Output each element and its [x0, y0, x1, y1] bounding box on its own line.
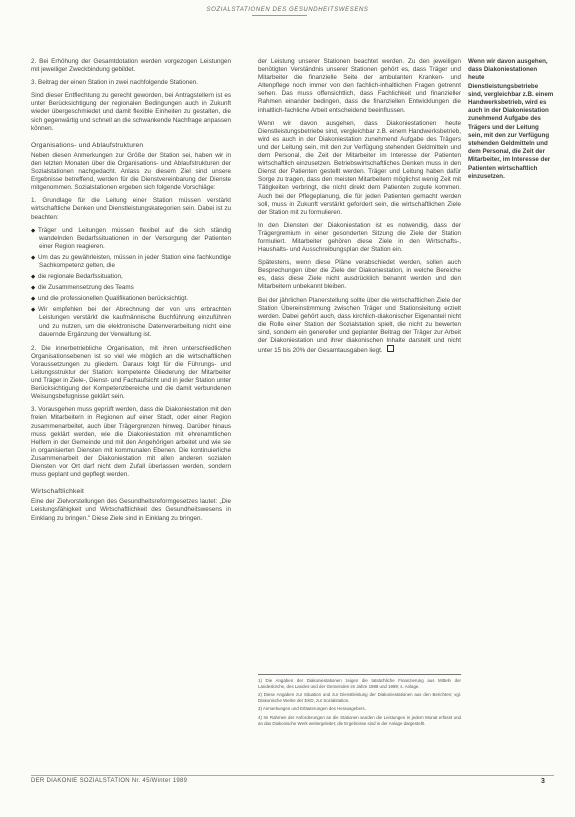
footnote: 3) Anmerkungen und Erläuterungen des Herausgebers.: [258, 706, 366, 712]
intro-item: 2. Bei Erhöhung der Gesamtdotation werden vorgezogen Leistungen mit jeweiliger Zweckbindung gebildet.: [31, 58, 231, 74]
list-item: ◆ Um das zu gewährleisten, müssen in jeder Station eine fachkundige Sachkompetenz gelten, die: [31, 253, 231, 269]
running-head: SOZIALSTATIONEN DES GESUNDHEITSWESENS: [206, 7, 369, 13]
end-mark-icon: [387, 345, 394, 352]
list-item: ◆ und die professionellen Qualifikationen berücksichtigt.: [31, 295, 189, 303]
paragraph: Neben diesen Anmerkungen zur Größe der Station sei, haben wir in den letzten Monaten über die Organisations- und Ablaufstrukturen der Sozialstationen nachgedacht. Anlass zu diesem Ziel sind unsere Ergebnisse betreffend, werden für die Dienstvereinbarung der Dienste mitgenommen. Sozialstationen ergeben sich folgende Vorschläge:: [31, 151, 231, 192]
diamond-bullet-icon: ◆: [31, 307, 36, 314]
footnote: 1) Die Angaben der Diakoniestationen zeigen die tatsächliche Finanzierung aus Mitteln der Landeskirche, des Landes und der Gemeinden im Jahre 1988 und 1989; s. Anlage.: [258, 678, 461, 689]
diamond-bullet-icon: ◆: [31, 227, 36, 234]
paragraph: In den Diensten der Diakoniestation ist es notwendig, dass der Trägergremium in einer gesonderten Sitzung die Ziele der Station formuliert. Mitarbeiter gehören diese Ziele in den Wirtschafts-, Haushalts- und Ausschreibungsplan der Station ein.: [258, 221, 461, 254]
diamond-bullet-icon: ◆: [31, 274, 36, 281]
paragraph: 2. Die innerbetriebliche Organisation, mit ihren unterschiedlichen Organisationsebenen ist so viel wie möglich an die wirtschaftlichen Voraussetzungen zu gliedern. Daraus folgt für die Führungs- und Leitungsstruktur der Station: kompetente Gliederung der Mitarbeiter und Träger in Ziele-, Dienst- und Fachaufsicht und in jeder Station unter Berücksichtigung der Kompetenzbereiche und die damit verbundenen Weisungsbefugnisse geklärt sein.: [31, 344, 231, 401]
middle-column: [258, 58, 461, 360]
paragraph: Eine der Zielvorstellungen des Gesundheitsreformgesetzes lautet: „Die Leistungsfähigkeit und Wirtschaftlichkeit des Gesundheitswesens in Einklang zu bringen." Diese Ziele sind in Einklang zu bringen.: [31, 498, 231, 522]
section-heading: Wirtschaftlichkeit: [31, 488, 85, 496]
section-heading: Organisations- und Ablaufstrukturen: [31, 141, 144, 149]
left-column: [31, 58, 231, 528]
footer-rule: [31, 775, 554, 776]
paragraph: der Leistung unserer Stationen beachtet werden. Zu den jeweiligen benötigten Verständnis unserer Stationen gehört es, dass Träger und Mitarbeiter die finanzielle Seite der ambulanten Kranken- und Altenpflege noch immer von den fachlich-inhaltlichen Fragen getrennt sehen. Das muss offensichtlich, dass Fachlichkeit und finanzieller Rahmen einander bedingen, dass die finanziellen Entwicklungen die inhaltlich-fachliche Arbeit entscheidend beeinflussen.: [258, 58, 461, 114]
diamond-bullet-icon: ◆: [31, 296, 36, 303]
paragraph: 3. Vorausgehen muss geprüft werden, dass die Diakoniestation mit den freien Mitarbeitern in Regionen auf einer Stadt, oder einer Region zusammenarbeitet, auch über Trägergrenzen hinweg. Darüber hinaus muss geklärt werden, wie die Diakoniestation mit ehrenamtlichen Helfern in der Gemeinde und mit den Angehörigen arbeitet und wie sie in organisierten Diensten mit kommunalen Ebenen. Die kontinuierliche Zusammenarbeit der Diakoniestation mit allen anderen sozialen Diensten vor Ort darf nicht dem Zufall überlassen werden, sondern muss geplant und gepflegt werden.: [31, 406, 231, 479]
footnote-rule: [258, 674, 461, 675]
paragraph: Sind dieser Entflechtung zu gerecht geworden, bei Antragstellern ist es unter Berücksichtigung der regionalen Bedingungen auch in Zukunft wieder übergeschmiedet und damit flexible Einheiten zu gestalten, die sich gegenwärtig und schnell an die schwankende Nachfrage anpassen können.: [31, 92, 231, 132]
header-rule: [252, 15, 307, 16]
list-item: ◆ Wir empfehlen bei der Abrechnung der von uns erbrachten Leistungen verstärkt die kaufmännische Buchführung einzuführen und zu nutzen, um die elektronische Datenverarbeitung nicht eine dauernde Ergänzung der Verwaltung ist.: [31, 306, 231, 338]
list-item: ◆ die regionale Bedarfssituation,: [31, 273, 123, 281]
intro-item: 3. Beitrag der einen Station in zwei nachfolgende Stationen.: [31, 79, 198, 87]
footnotes: [258, 678, 461, 729]
diamond-bullet-icon: ◆: [31, 254, 36, 261]
diamond-bullet-icon: ◆: [31, 285, 36, 292]
paragraph: Spätestens, wenn diese Pläne verabschiedet werden, sollen auch Besprechungen über die Ziele der Diakoniestation, in welche Bereiche es, dass diese Ziele nicht ausdrücklich benannt werden und den Mitarbeitern unbekannt bleiben.: [258, 259, 461, 291]
footnote: 4) Im Rahmen der Anforderungen an die Stationen wurden die Leistungen in jedem Monat erfasst und an das Diakonische Werk weitergeleitet; die Ergebnisse sind in der Anlage dargestellt.: [258, 714, 461, 726]
list-item: ◆ die Zusammensetzung des Teams: [31, 284, 134, 292]
paragraph: 1. Grundlage für die Leitung einer Station müssen verstärkt wirtschaftliche Denken und Dienstleistungskategorien sein. Dabei ist zu beachten:: [31, 197, 231, 221]
footnote: 2) Diese Angaben zur Situation und zur Dienstleistung der Diakoniestationen aus den Berichten; vgl. Diakonische Werke der EKD, zur Sozialstation.: [258, 692, 461, 703]
paragraph: Wenn wir davon ausgehen, dass Diakoniestationen heute Dienstleistungsbetriebe sind, vergleichbar z.B. einem Handwerksbetrieb, wird es auch in der Diakoniestation zunehmend Aufgabe des Trägers und der Leitung sein, mit den zur Verfügung stehenden Geldmitteln und dem Personal, die Zeit der Mitarbeiter im Interesse der Patienten wirtschaftlich einzusetzen. Betriebswirtschaftliches Denken muss in den Dienst der Patienten gestellt werden. Träger und Leitung haben dafür Sorge zu tragen, dass den meisten Mitarbeitern möglichst wenig Zeit mit Tätigkeiten verbringt, die nicht direkt dem Patienten zugute kommen. Auch bei der Pflegeplanung, die für jeden Patienten gemacht werden soll, muss in Zukunft verstärkt gefordert sein, die wirtschaftlichen Ziele der Station mit zu formulieren.: [258, 119, 461, 216]
pull-quote: Wenn wir davon ausgehen, dass Diakoniestationen heute Dienstleistungsbetriebe sind, vergleichbar z.B. einem Handwerksbetrieb, wird es auch in der Diakoniestation zunehmend Aufgabe des Trägers und der Leitung sein, mit den zur Verfügung stehenden Geldmitteln und dem Personal, die Zeit der Mitarbeiter, im Interesse der Patienten wirtschaftlich einzusetzen.: [468, 58, 554, 180]
list-item: ◆ Träger und Leitungen müssen flexibel auf die sich ständig wandelnden Bedarfssituationen in der Versorgung der Patienten einer Region reagieren.: [31, 226, 231, 250]
paragraph: Bei der jährlichen Planerstellung sollte über die wirtschaftlichen Ziele der Station Übereinstimmung zwischen Träger und Stationsleitung erzielt werden. Dabei gehört auch, dass kirchlich-diakonischer Eigenanteil nicht die Rolle einer Station der Sozialstation spielt, die nicht zu bewerten sind, sondern ein genereller und geplanter Beitrag der Träger zur Arbeit der Diakoniestation und ihrer diakonischen Inhalte darstellt und nicht unter 15 bis 20% der Gesamtausgaben liegt.: [258, 296, 461, 355]
page-number: 3: [541, 778, 545, 785]
page-footer: DER DIAKONIE SOZIALSTATION Nr. 45/Winter 1989: [31, 778, 188, 784]
